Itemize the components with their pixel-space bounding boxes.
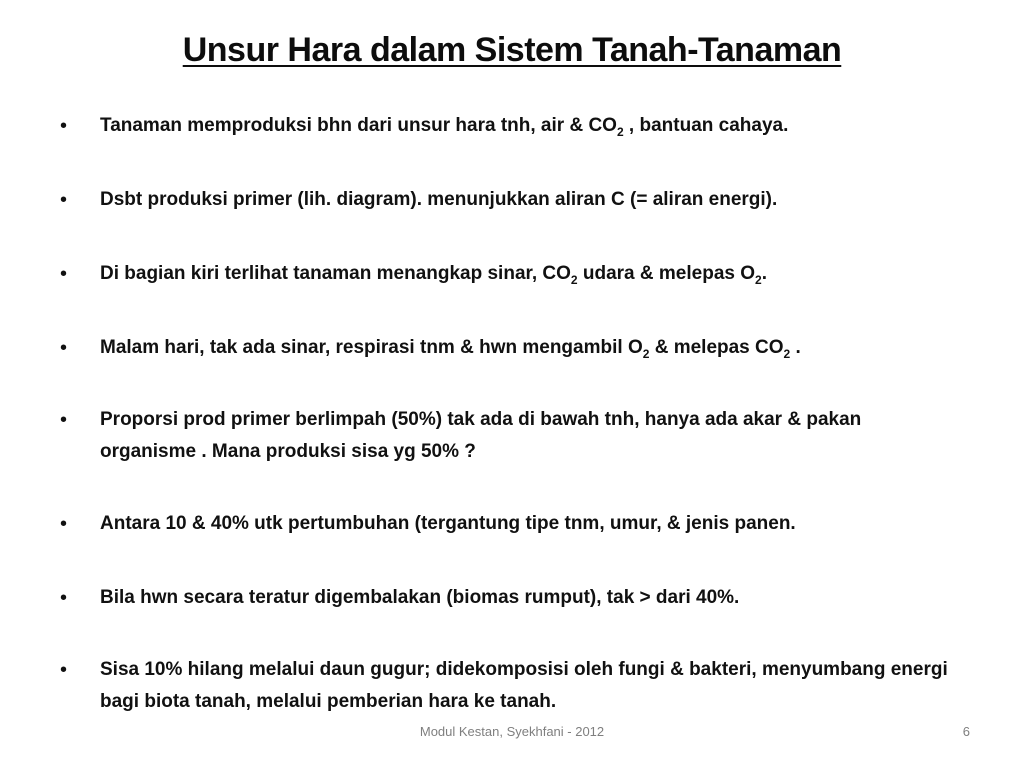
- bullet-marker: •: [60, 409, 68, 431]
- bullet-text: Proporsi prod primer berlimpah (50%) tak ada di bawah tnh, hanya ada akar & pakan organisme . Mana produksi sisa yg 50% ?: [100, 409, 862, 462]
- page-number: 6: [962, 724, 970, 739]
- bullet-marker: •: [60, 189, 68, 211]
- subscript: 2: [616, 125, 624, 139]
- subscript: 2: [755, 273, 762, 287]
- bullet-text-part: udara & melepas O: [577, 263, 756, 284]
- bullet-text: [100, 332, 960, 364]
- bullet-text-part: .: [761, 263, 767, 284]
- bullet-marker: •: [60, 263, 68, 285]
- slide-footer: Modul Kestan, Syekhfani - 2012: [419, 724, 605, 739]
- bullet-marker: •: [60, 115, 68, 137]
- bullet-marker: •: [60, 513, 68, 535]
- bullet-text: Antara 10 & 40% utk pertumbuhan (tergantung tipe tnm, umur, & jenis panen.: [100, 513, 796, 534]
- bullet-text: Sisa 10% hilang melalui daun gugur; didekomposisi oleh fungi & bakteri, menyumbang energi bagi biota tanah, melalui pemberian hara ke tanah.: [100, 659, 948, 712]
- bullet-marker: •: [60, 587, 68, 609]
- bullet-text-part: , bantuan cahaya.: [623, 115, 789, 136]
- bullet-text-part: Malam hari, tak ada sinar, respirasi tnm & hwn mengambil O: [100, 337, 643, 358]
- slide-title: Unsur Hara dalam Sistem Tanah-Tanaman: [182, 31, 842, 69]
- bullet-text-part: Di bagian kiri terlihat tanaman menangkap sinar, CO: [100, 263, 571, 284]
- subscript: 2: [642, 347, 650, 361]
- bullet-text-part: & melepas CO: [649, 337, 784, 358]
- bullet-text: Dsbt produksi primer (lih. diagram). menunjukkan aliran C (= aliran energi).: [100, 189, 778, 210]
- bullet-text-part: .: [790, 337, 801, 358]
- subscript: 2: [570, 273, 578, 287]
- subscript: 2: [783, 347, 791, 361]
- bullet-text-part: Tanaman memproduksi bhn dari unsur hara tnh, air & CO: [100, 115, 617, 136]
- bullet-marker: •: [60, 337, 68, 359]
- bullet-text: Bila hwn secara teratur digembalakan (biomas rumput), tak > dari 40%.: [100, 587, 740, 608]
- bullet-text: [100, 110, 960, 142]
- bullet-text: [100, 258, 960, 290]
- bullet-marker: •: [60, 659, 68, 681]
